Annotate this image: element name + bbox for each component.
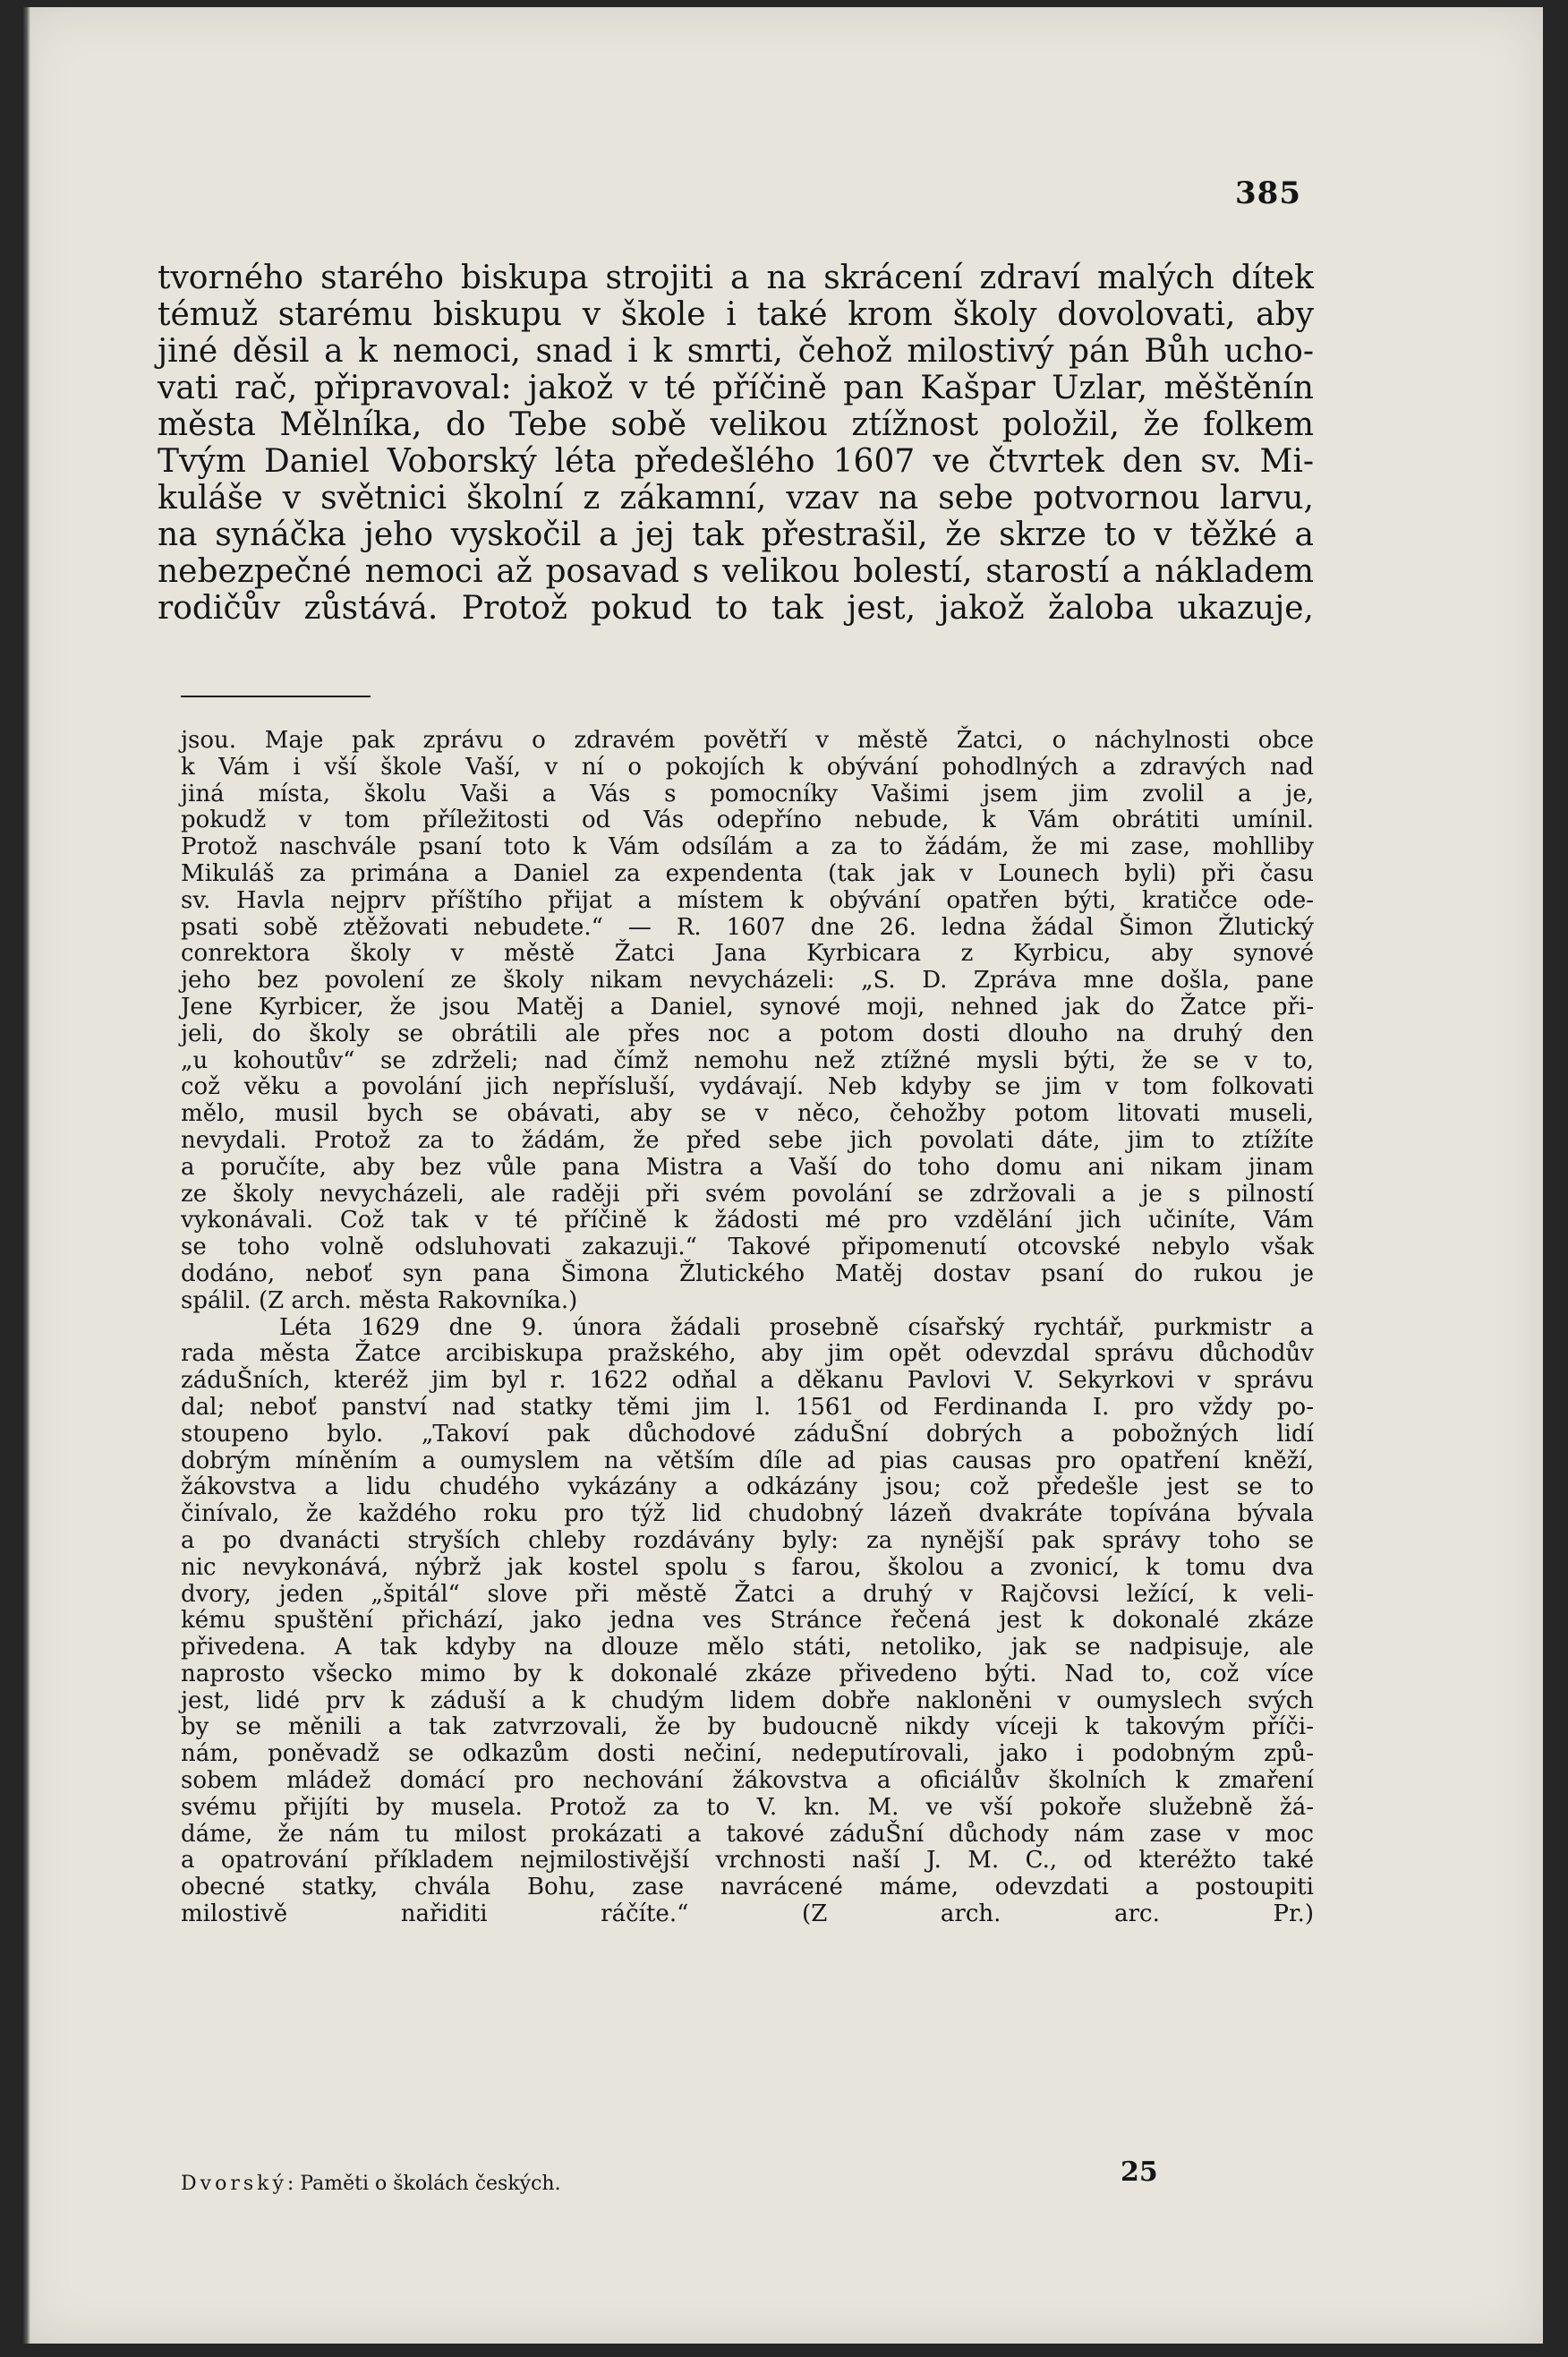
footnote-line: činívalo, že každého roku pro týž lid chudobný lázeň dvakráte topívána bývala (181, 1500, 1314, 1528)
book-page (21, 7, 1543, 2344)
main-text-line: na synáčka jeho vyskočil a jej tak přestrašil, že skrze to v těžké a (158, 517, 1314, 553)
footnote-line: Mikuláš za primána a Daniel za expendenta (tak jak v Lounech byli) při času (181, 859, 1314, 887)
footnote-line: jeli, do školy se obrátili ale přes noc a potom dosti dlouho na druhý den (181, 1020, 1314, 1047)
main-text-line: vati rač, připravoval: jakož v té příčině pan Kašpar Uzlar, měštěnín (158, 370, 1314, 406)
footnote-line: jiná místa, školu Vaši a Vás s pomocníky Vašimi jsem jim zvolil a je, (181, 780, 1314, 807)
footnote-line: obecné statky, chvála Bohu, zase navrácené máme, odevzdati a postoupiti (181, 1874, 1314, 1901)
footnote-line: se toho volně odsluhovati zakazuji.“ Takové připomenutí otcovské nebylo však (181, 1234, 1314, 1261)
main-text-line: města Mělníka, do Tebe sobě velikou ztížnost položil, že folkem (158, 406, 1314, 443)
footnote-line: dal; neboť panství nad statky těmi jim l. 1561 od Ferdinanda I. pro vždy po- (181, 1393, 1314, 1421)
main-text-line: Tvým Daniel Voborský léta předešlého 1607 ve čtvrtek den sv. Mi- (158, 443, 1314, 480)
footnote-line: pokudž v tom příležitosti od Vás odepříno nebude, k Vám obrátiti umínil. (181, 807, 1314, 834)
sheet-number: 25 (1121, 2156, 1158, 2188)
footnote-line: nevydali. Protož za to žádám, že před sebe jich povolati dáte, jim to ztížíte (181, 1126, 1314, 1154)
footnote-line: spálil. (Z arch. města Rakovníka.) (181, 1286, 578, 1314)
footnote-line: svému přijíti by musela. Protož za to V. kn. M. ve vší pokoře služebně žá- (181, 1793, 1314, 1821)
footnote-divider (181, 696, 371, 697)
footer-author: Dvorský (181, 2173, 287, 2195)
main-text-line: tvorného starého biskupa strojiti a na skrácení zdraví malých dítek (158, 260, 1314, 296)
footnote-line: žákovstva a lidu chudého vykázány a odkázány jsou; což předešle jest se to (181, 1473, 1314, 1501)
footnote-line: kému spuštění přichází, jako jedna ves Stránce řečená jest k dokonalé zkáze (181, 1607, 1314, 1635)
footer-signature (181, 2173, 561, 2195)
footnote-line: stoupeno bylo. „Takoví pak důchodové záduŠní dobrých a pobožných lidí (181, 1420, 1314, 1448)
footnote-line: by se měnili a tak zatvrzovali, že by budoucně nikdy víceji k takovým příči- (181, 1713, 1314, 1741)
footnote-line: milostivě nařiditi ráčíte.“ (Z arch. arc. Pr.) (181, 1900, 1314, 1928)
footnote-line: mělo, musil bych se obávati, aby se v něco, čehožby potom litovati museli, (181, 1100, 1314, 1128)
page-edge-shadow (21, 7, 30, 2344)
footnote-line: jeho bez povolení ze školy nikam nevycházeli: „S. D. Zpráva mne došla, pane (181, 967, 1314, 995)
page-number: 385 (1235, 175, 1301, 211)
footnote-line: ze školy nevycházeli, ale raději při svém povolání se zdržovali a je s pilností (181, 1180, 1314, 1208)
footnote-line: přivedena. A tak kdyby na dlouze mělo státi, netoliko, jak se nadpisuje, ale (181, 1634, 1314, 1661)
footnote-line: a poručíte, aby bez vůle pana Mistra a Vaší do toho domu ani nikam jinam (181, 1153, 1314, 1181)
main-text-block (158, 260, 1314, 627)
main-text-line: jiné děsil a k nemoci, snad i k smrti, čehož milostivý pán Bůh ucho- (158, 333, 1314, 370)
footnote-line: a po dvanácti stryších chleby rozdávány byly: za nynější pak správy toho se (181, 1526, 1314, 1554)
footnote-line: a opatrování příkladem nejmilostivější vrchnosti naší J. M. C., od kteréžto také (181, 1847, 1314, 1874)
footer-title: : Paměti o školách českých. (286, 2173, 561, 2195)
footnote-line: což věku a povolání jich nepřísluší, vydávají. Neb kdyby se jim v tom folkovati (181, 1073, 1314, 1101)
footnote-line: „u kohoutův“ se zdrželi; nad čímž nemohu než ztížné mysli býti, že se v to, (181, 1046, 1314, 1074)
footnote-line: Léta 1629 dne 9. února žádali prosebně císařský rychtář, purkmistr a (279, 1313, 1314, 1341)
main-text-line: kuláše v světnici školní z zákamní, vzav na sebe potvornou larvu, (158, 480, 1314, 517)
page-footer (181, 2156, 1314, 2210)
main-text-line: nebezpečné nemoci až posavad s velikou bolestí, starostí a nákladem (158, 553, 1314, 590)
footnote-line: Protož naschvále psaní toto k Vám odsílám a za to žádám, že mi zase, mohlliby (181, 833, 1314, 861)
footnote-line: nám, poněvadž se odkazům dosti nečiní, nedeputírovali, jako i podobným způ- (181, 1740, 1314, 1768)
main-text-line: témuž starému biskupu v škole i také krom školy dovolovati, aby (158, 296, 1314, 333)
footnote-line: rada města Žatce arcibiskupa pražského, aby jim opět odevzdal správu důchodův (181, 1340, 1314, 1368)
main-text-line: rodičův zůstává. Protož pokud to tak jest, jakož žaloba ukazuje, (158, 590, 1314, 627)
footnote-line: jsou. Maje pak zprávu o zdravém povětří v městě Žatci, o náchylnosti obce (181, 727, 1314, 754)
footnote-line: conrektora školy v městě Žatci Jana Kyrbicara z Kyrbicu, aby synové (181, 940, 1314, 968)
footnote-line: záduŠních, kteréž jim byl r. 1622 odňal a děkanu Pavlovi V. Sekyrkovi v správu (181, 1367, 1314, 1395)
footnote-line: dobrým míněním a oumyslem na větším díle ad pias causas pro opatření kněží, (181, 1447, 1314, 1474)
footnote-line: vykonávali. Což tak v té příčině k žádosti mé pro vzdělání jich učiníte, Vám (181, 1207, 1314, 1234)
footnote-line: k Vám i vší škole Vaší, v ní o pokojích k obývání pohodlných a zdravých nad (181, 753, 1314, 781)
footnotes-block (181, 728, 1314, 1928)
footnote-line: psati sobě ztěžovati nebudete.“ — R. 1607 dne 26. ledna žádal Šimon Žlutický (181, 913, 1314, 941)
footnote-line: naprosto všecko mimo by k dokonalé zkáze přivedeno býti. Nad to, což více (181, 1660, 1314, 1687)
footnote-line: dáme, že nám tu milost prokázati a takové záduŠní důchody nám zase v moc (181, 1820, 1314, 1848)
footnote-line: Jene Kyrbicer, že jsou Matěj a Daniel, synové moji, nehned jak do Žatce při- (181, 993, 1314, 1021)
footnote-line: dvory, jeden „špitál“ slove při městě Žatci a druhý v Rajčovsi ležící, k veli- (181, 1580, 1314, 1608)
footnote-line: sv. Havla nejprv příštího přijat a místem k obývání opatřen býti, kratičce ode- (181, 886, 1314, 914)
footnote-line: jest, lidé prv k záduší a k chudým lidem dobře nakloněni v oumyslech svých (181, 1687, 1314, 1714)
footnote-line: dodáno, neboť syn pana Šimona Žlutického Matěj dostav psaní do rukou je (181, 1260, 1314, 1287)
footnote-line: sobem mládež domácí pro nechování žákovstva a oficiálův školních k zmaření (181, 1767, 1314, 1795)
footnote-line: nic nevykonává, nýbrž jak kostel spolu s farou, školou a zvonicí, k tomu dva (181, 1553, 1314, 1581)
